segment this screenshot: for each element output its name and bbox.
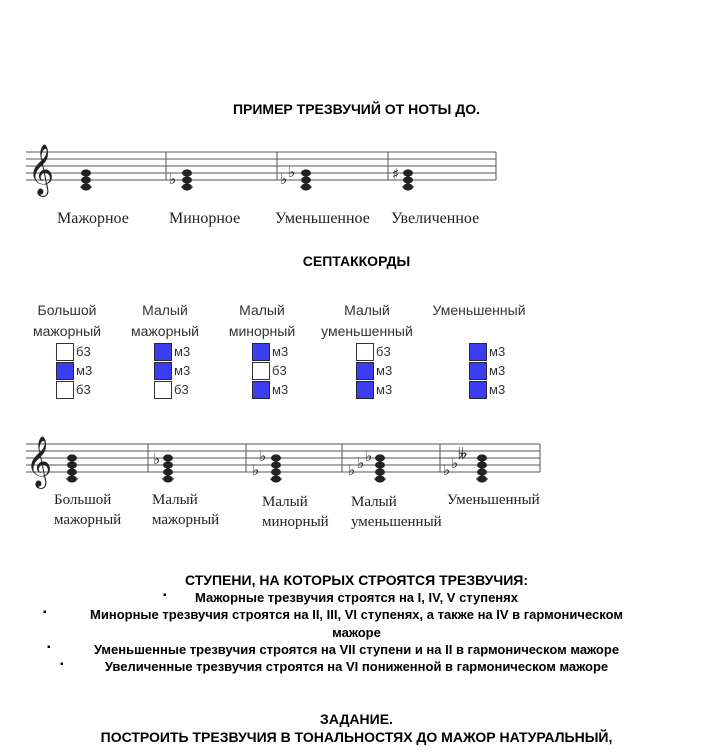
- bullet-item: ▪ Увеличенные трезвучия строятся на VI пониженной в гармоническом мажоре: [60, 659, 609, 674]
- svg-text:♭: ♭: [280, 170, 288, 188]
- seventh-group-name: Уменьшенный: [432, 302, 526, 318]
- seventh-group-name: Большой мажорный: [33, 302, 101, 339]
- interval-box: [252, 362, 270, 380]
- svg-text:♭: ♭: [451, 454, 459, 472]
- interval-box: [56, 381, 74, 399]
- svg-text:♭: ♭: [252, 461, 260, 479]
- interval-label: б3: [174, 382, 189, 397]
- seventh-staff-label: Большой мажорный: [54, 492, 122, 528]
- interval-box: [56, 343, 74, 361]
- chord-major-seventh: [66, 454, 78, 482]
- seventh-staff-label: Малый мажорный: [152, 492, 220, 528]
- interval-box: [56, 362, 74, 380]
- triads-staff: [22, 138, 502, 198]
- chord-diminished: [280, 163, 312, 191]
- seventh-group-name: Малый минорный: [228, 302, 296, 339]
- sevenths-heading: СЕПТАККОРДЫ: [302, 253, 411, 269]
- svg-text:♭: ♭: [259, 447, 267, 465]
- bullet-item: ▪ Минорные трезвучия строятся на II, III, VI ступенях, а также на IV в гармоническом: [43, 607, 623, 622]
- bullet-icon: ▪: [60, 659, 64, 670]
- interval-label: м3: [489, 382, 506, 397]
- triad-label-major: Мажорное: [57, 210, 129, 227]
- chord-dominant-seventh: [153, 450, 174, 483]
- bullet-continuation: мажоре: [332, 625, 381, 640]
- svg-text:♭: ♭: [348, 461, 356, 479]
- chord-augmented: [392, 165, 414, 191]
- triad-label-diminished: Уменьшенное: [275, 210, 370, 227]
- interval-box: [252, 343, 270, 361]
- interval-box: [469, 362, 487, 380]
- triads-heading: ПРИМЕР ТРЕЗВУЧИЙ ОТ НОТЫ ДО.: [232, 101, 481, 117]
- treble-clef-icon: 𝄞: [26, 436, 53, 487]
- interval-stack: [154, 342, 190, 399]
- interval-label: м3: [376, 363, 393, 378]
- interval-stack: [469, 342, 505, 399]
- interval-label: м3: [376, 382, 393, 397]
- bullet-icon: ▪: [47, 642, 51, 653]
- interval-box: [469, 343, 487, 361]
- interval-label: б3: [272, 363, 287, 378]
- bullet-item: ▪ Уменьшенные трезвучия строятся на VII ступени и на II в гармоническом мажоре: [47, 642, 620, 657]
- bullet-icon: ▪: [43, 607, 47, 618]
- bullet-item: ▪ Мажорные трезвучия строятся на I, IV, V ступенях: [163, 590, 518, 605]
- svg-text:♭: ♭: [153, 450, 161, 468]
- interval-label: м3: [489, 344, 506, 359]
- interval-label: б3: [76, 382, 91, 397]
- seventh-staff-label: Уменьшенный: [447, 492, 540, 508]
- interval-box: [356, 381, 374, 399]
- svg-text:♯: ♯: [392, 165, 400, 183]
- interval-label: б3: [76, 344, 91, 359]
- svg-text:♭: ♭: [443, 461, 451, 479]
- bullet-icon: ▪: [163, 590, 167, 601]
- svg-text:♭: ♭: [365, 447, 373, 465]
- svg-text:♭: ♭: [357, 454, 365, 472]
- triad-label-minor: Минорное: [169, 210, 241, 227]
- degrees-heading: СТУПЕНИ, НА КОТОРЫХ СТРОЯТСЯ ТРЕЗВУЧИЯ:: [184, 572, 529, 588]
- interval-stack: [356, 342, 392, 399]
- svg-text:𝄫: 𝄫: [458, 445, 468, 463]
- seventh-staff-label: Малый минорный: [262, 494, 329, 530]
- svg-text:♭: ♭: [169, 170, 177, 188]
- interval-box: [252, 381, 270, 399]
- chord-major: [80, 169, 92, 190]
- interval-label: м3: [174, 363, 191, 378]
- interval-box: [154, 381, 172, 399]
- interval-box: [356, 343, 374, 361]
- interval-box: [469, 381, 487, 399]
- task-heading: ЗАДАНИЕ.: [320, 711, 393, 727]
- interval-box: [154, 343, 172, 361]
- interval-box: [356, 362, 374, 380]
- interval-label: м3: [272, 344, 289, 359]
- seventh-group-name: Малый уменьшенный: [321, 302, 413, 339]
- interval-label: м3: [272, 382, 289, 397]
- triad-label-augmented: Увеличенное: [391, 210, 480, 227]
- seventh-staff-label: Малый уменьшенный: [351, 494, 442, 530]
- interval-label: б3: [376, 344, 391, 359]
- chord-half-diminished-seventh: [348, 447, 386, 483]
- task-text: ПОСТРОИТЬ ТРЕЗВУЧИЯ В ТОНАЛЬНОСТЯХ ДО МАЖОР НАТУРАЛЬНЫЙ,: [100, 729, 613, 745]
- interval-label: м3: [489, 363, 506, 378]
- interval-stack: [56, 342, 92, 399]
- svg-text:♭: ♭: [288, 163, 296, 181]
- interval-box: [154, 362, 172, 380]
- interval-label: м3: [174, 344, 191, 359]
- interval-label: м3: [76, 363, 93, 378]
- seventh-group-name: Малый мажорный: [131, 302, 199, 339]
- interval-stack: [252, 342, 288, 399]
- treble-clef-icon: 𝄞: [28, 144, 55, 195]
- sevenths-staff: [22, 428, 544, 490]
